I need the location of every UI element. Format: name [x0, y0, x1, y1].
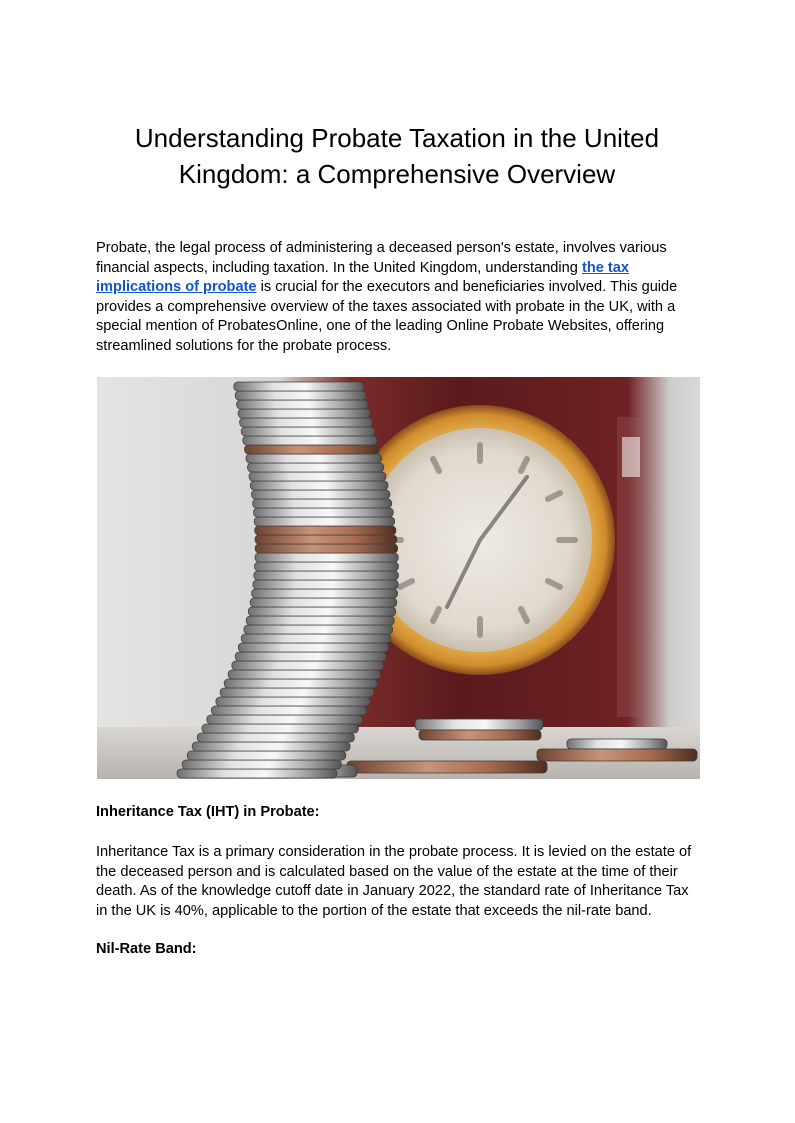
intro-text-before-link: Probate, the legal process of administering a deceased person's estate, involves various financial aspects, including taxation. In the United Kingdom, understanding: [96, 240, 667, 276]
section-heading-nil-rate-band: Nil-Rate Band:: [96, 941, 197, 957]
coins-and-clock-photo: [97, 377, 700, 779]
page-title: Understanding Probate Taxation in the United Kingdom: a Comprehensive Overview: [134, 123, 660, 189]
tax-implications-link[interactable]: the tax implications of probate: [96, 259, 630, 296]
inheritance-tax-paragraph: Inheritance Tax is a primary consideration in the probate process. It is levied on the estate of the deceased person and is calculated based on the value of the estate at the time of their death. As of the knowledge cutoff date in January 2022, the standard rate of Inheritance Tax in the UK is 40%, applicable to the portion of the estate that exceeds the nil-rate band.: [96, 844, 692, 919]
intro-paragraph: [96, 239, 700, 357]
section-heading-inheritance-tax: Inheritance Tax (IHT) in Probate:: [96, 804, 320, 820]
intro-text-after-link: is crucial for the executors and beneficiaries involved. This guide provides a comprehensive overview of the taxes associated with probate in the UK, with a special mention of ProbatesOnline, one of the leading Online Probate Websites, offering streamlined solutions for the probate process.: [96, 279, 678, 354]
